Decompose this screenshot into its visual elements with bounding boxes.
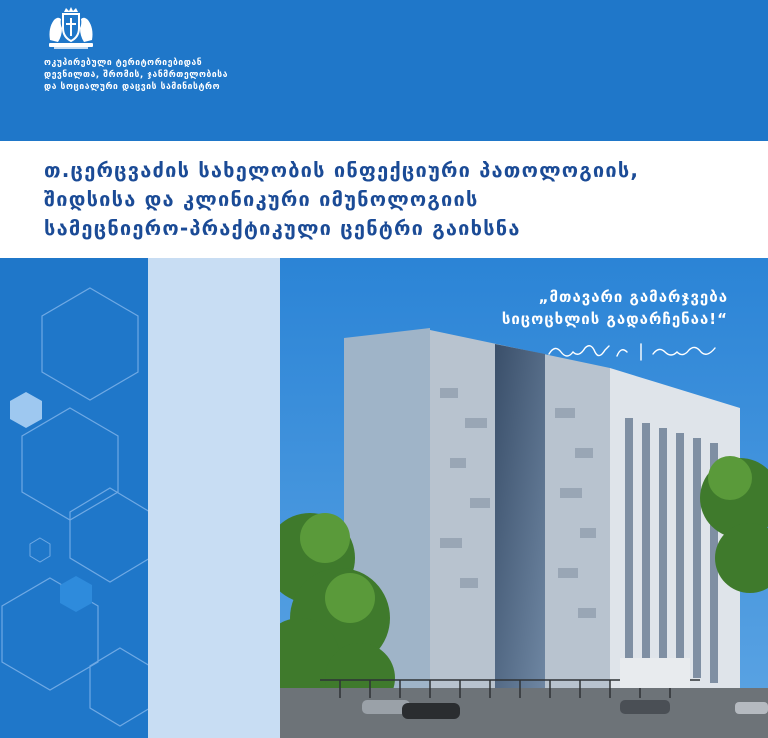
headline (44, 156, 639, 243)
headline-line-2: შიდსისა და კლინიკური იმუნოლოგიის (44, 187, 479, 211)
ministry-line-2: დევნილთა, შრომის, ჯანმრთელობისა (44, 70, 229, 80)
hexagon-pattern-icon (0, 258, 150, 738)
building-photo (280, 258, 768, 738)
ministry-line-1: ოკუპირებული ტერიტორიებიდან (44, 58, 203, 68)
quote-line-2: სიცოცხლის გადარჩენაა!“ (501, 310, 728, 328)
quote (502, 286, 728, 330)
coat-of-arms-icon (44, 6, 98, 52)
ministry-line-3: და სოციალური დაცვის სამინისტრო (44, 82, 221, 92)
pale-strip (148, 258, 280, 738)
title-band (0, 141, 768, 258)
headline-line-3: სამეცნიერო-პრაქტიკული ცენტრი გაიხსნა (44, 216, 521, 240)
header-band (0, 0, 768, 141)
handwritten-signature-icon (545, 338, 725, 364)
quote-line-1: „მთავარი გამარჯვება (538, 288, 728, 306)
lower-section (0, 258, 768, 738)
ministry-name (44, 57, 228, 93)
headline-line-1: თ.ცერცვაძის სახელობის ინფექციური პათოლოგიის, (44, 158, 640, 182)
